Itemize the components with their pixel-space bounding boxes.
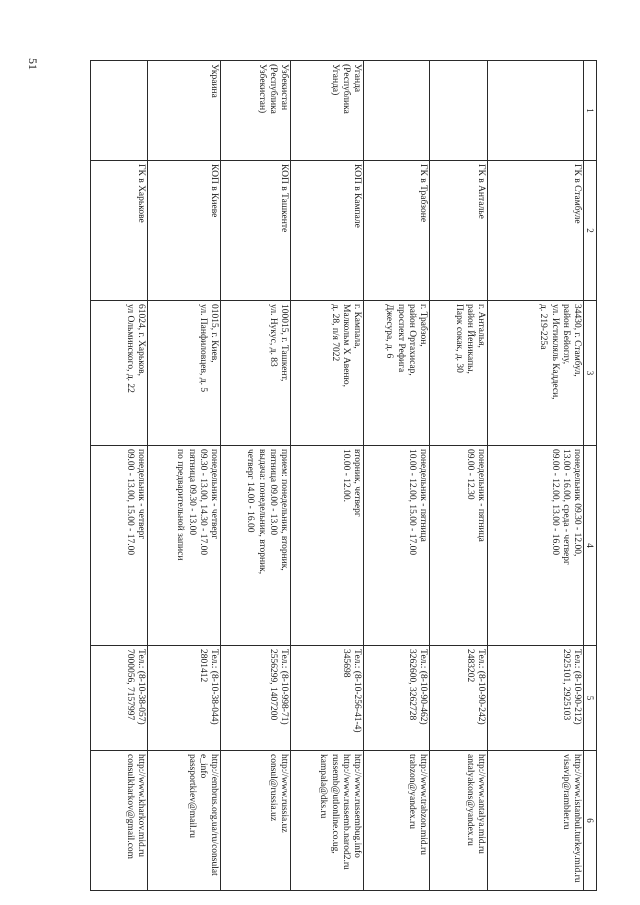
cell-line: http://www.trabzon.mid.ru	[418, 754, 428, 855]
address-cell	[364, 301, 430, 446]
cell-line: http://www.antalya.mid.ru	[476, 754, 486, 854]
phone-cell	[488, 646, 584, 751]
cell-line: район Бейоглу,	[560, 304, 571, 365]
country-cell	[148, 61, 221, 161]
cell-line: 09.00 - 12.00, 13.00 - 16.00	[549, 449, 560, 556]
cell-line: Тел.: (8-10-90-212)	[572, 649, 582, 725]
cell-line: проспект Рефига	[395, 304, 406, 373]
cell-line: ул Ольминского, д. 22	[124, 304, 135, 393]
cell-line: http://www.istanbul.turkey.mid.ru	[572, 754, 582, 883]
cell-line: 2801412	[197, 649, 208, 683]
cell-line: Тел.: (8-10-90-242)	[476, 649, 486, 725]
hours-cell	[430, 446, 488, 646]
cell-line: ул. Нукус, д. 83	[267, 304, 278, 367]
cell-line: Малкольм Х Авеню,	[340, 304, 351, 388]
table-row	[430, 61, 488, 891]
hours-cell	[488, 446, 584, 646]
address-cell	[291, 301, 364, 446]
table-row	[364, 61, 430, 891]
cell-line: http://www.russemb.narod2.ru	[340, 754, 351, 870]
cell-line: 10.00 - 12.00, 15.00 - 17.00	[406, 449, 417, 556]
phone-cell	[291, 646, 364, 751]
office-cell: КОП в Ташкенте	[221, 161, 291, 301]
column-number-cell: 5	[584, 646, 597, 751]
column-number-cell: 3	[584, 301, 597, 446]
web-email-cell	[221, 751, 291, 891]
cell-line: Тел.: (8-10-256-41-4)	[352, 649, 362, 733]
cell-line: Украина	[209, 64, 219, 98]
cell-line: e_info	[197, 754, 208, 779]
cell-line: ул. Истикляль Каддеси,	[549, 304, 560, 400]
country-cell	[91, 61, 148, 161]
cell-line: понедельник - пятница	[418, 449, 428, 542]
cell-line: http://www.kharkov.mid.ru	[136, 754, 146, 857]
cell-line: 61024, г. Харьков,	[136, 304, 146, 376]
table-row	[221, 61, 291, 891]
phone-cell	[91, 646, 148, 751]
web-email-cell	[488, 751, 584, 891]
cell-line: 2925101, 2925103	[560, 649, 571, 721]
cell-line: 01015, г. Киев,	[209, 304, 219, 363]
cell-line: 10.00 - 12.00.	[340, 449, 351, 503]
page-number: 51	[26, 58, 40, 70]
cell-line: 100015, г. Ташкент,	[279, 304, 289, 382]
cell-line: russemb@utlonline.co.ug,	[329, 754, 340, 854]
hours-cell	[364, 446, 430, 646]
cell-line: antalyakons@yandex.ru	[464, 754, 475, 846]
cell-line: г. Трабзон,	[418, 304, 428, 347]
office-cell: ГК в Харькове	[91, 161, 148, 301]
cell-line: четверг 14.00 - 16.00	[245, 449, 256, 533]
cell-line: д. 219-225а	[538, 304, 549, 350]
cell-line: понедельник - четверг	[136, 449, 146, 540]
cell-line: по предварительной записи	[175, 449, 186, 561]
office-cell: КОП в Кампале	[291, 161, 364, 301]
country-cell	[221, 61, 291, 161]
office-cell: КОП в Киеве	[148, 161, 221, 301]
cell-line: вторник, четверг	[352, 449, 362, 517]
phone-cell	[221, 646, 291, 751]
column-number-cell: 6	[584, 751, 597, 891]
column-number-row	[584, 61, 597, 891]
cell-line: д. 28, п/я 7022	[329, 304, 340, 362]
table-row	[148, 61, 221, 891]
country-cell	[430, 61, 488, 161]
cell-line: consulkharkov@gmail.com	[124, 754, 135, 860]
cell-line: 09.30 - 13.00, 14.30 - 17.00	[197, 449, 208, 556]
cell-line: kampala@dks.ru	[318, 754, 329, 819]
consulates-table-rotated	[92, 60, 597, 890]
web-email-cell	[364, 751, 430, 891]
hours-cell	[91, 446, 148, 646]
cell-line: trabzon@yandex.ru	[406, 754, 417, 829]
cell-line: 345698	[340, 649, 351, 678]
column-number-cell: 4	[584, 446, 597, 646]
cell-line: район Ортахисар,	[406, 304, 417, 376]
phone-cell	[364, 646, 430, 751]
country-cell	[291, 61, 364, 161]
cell-line: выдача: понедельник, вторник,	[256, 449, 267, 575]
cell-line: 13.00 - 16.00, среда - четверг	[560, 449, 571, 565]
cell-line: http://embrus.org.ua/ru/consulat	[209, 754, 219, 876]
cell-line: понедельник - пятница	[476, 449, 486, 542]
table-row	[91, 61, 148, 891]
cell-line: Узбекистан)	[256, 64, 267, 114]
cell-line: Уганда	[352, 64, 362, 93]
cell-line: Парк сокак, д. 30	[453, 304, 464, 373]
office-cell: ГК в Анталье	[430, 161, 488, 301]
consulates-table	[90, 60, 597, 891]
cell-line: http://www.russia.uz	[279, 754, 289, 833]
cell-line: Тел.: (8-10-38-044)	[209, 649, 219, 725]
cell-line: г. Анталья,	[476, 304, 486, 348]
cell-line: Джесура, д. 6	[384, 304, 395, 359]
cell-line: Тел.: (8-10-998-71)	[279, 649, 289, 725]
cell-line: пятница 09.00 - 13.00	[267, 449, 278, 536]
cell-line: visavip@rambler.ru	[560, 754, 571, 830]
cell-line: passportkiev@mail.ru	[186, 754, 197, 838]
address-cell	[430, 301, 488, 446]
table-row	[488, 61, 584, 891]
web-email-cell	[291, 751, 364, 891]
country-cell	[488, 61, 584, 161]
cell-line: 2483202	[464, 649, 475, 683]
cell-line: 7000056, 7157997	[124, 649, 135, 721]
cell-line: 2556299, 1407200	[267, 649, 278, 721]
cell-line: 3262600, 3262728	[406, 649, 417, 721]
cell-line: 34430, г. Стамбул,	[572, 304, 582, 377]
cell-line: район Йеникапы,	[464, 304, 475, 374]
office-cell: ГК в Трабзоне	[364, 161, 430, 301]
country-cell	[364, 61, 430, 161]
address-cell	[91, 301, 148, 446]
table-row	[291, 61, 364, 891]
address-cell	[148, 301, 221, 446]
cell-line: понедельник 09.30 - 12.00,	[572, 449, 582, 557]
cell-line: Тел.: (8-10-38-057)	[136, 649, 146, 725]
cell-line: Уганда)	[329, 64, 340, 96]
cell-line: (Республика	[340, 64, 351, 114]
cell-line: 09.00 - 12.30	[464, 449, 475, 500]
column-number-cell: 2	[584, 161, 597, 301]
address-cell	[221, 301, 291, 446]
hours-cell	[291, 446, 364, 646]
cell-line: г. Кампала,	[352, 304, 362, 349]
web-email-cell	[91, 751, 148, 891]
cell-line: понедельник - четверг	[209, 449, 219, 540]
cell-line: 09.00 - 13.00, 15.00 - 17.00	[124, 449, 135, 556]
cell-line: пятница 09.30 - 13.00	[186, 449, 197, 536]
web-email-cell	[148, 751, 221, 891]
office-cell: ГК в Стамбуле	[488, 161, 584, 301]
web-email-cell	[430, 751, 488, 891]
hours-cell	[221, 446, 291, 646]
hours-cell	[148, 446, 221, 646]
cell-line: Узбекистан	[279, 64, 289, 111]
cell-line: Тел.: (8-10-90-462)	[418, 649, 428, 725]
cell-line: consul@russia.uz	[267, 754, 278, 822]
phone-cell	[430, 646, 488, 751]
address-cell	[488, 301, 584, 446]
phone-cell	[148, 646, 221, 751]
cell-line: прием: понедельник, вторник,	[279, 449, 289, 571]
cell-line: (Республика	[267, 64, 278, 114]
column-number-cell: 1	[584, 61, 597, 161]
cell-line: ул. Панфиловцев, д. 5	[197, 304, 208, 393]
cell-line: http://www.russembug.info	[352, 754, 362, 858]
